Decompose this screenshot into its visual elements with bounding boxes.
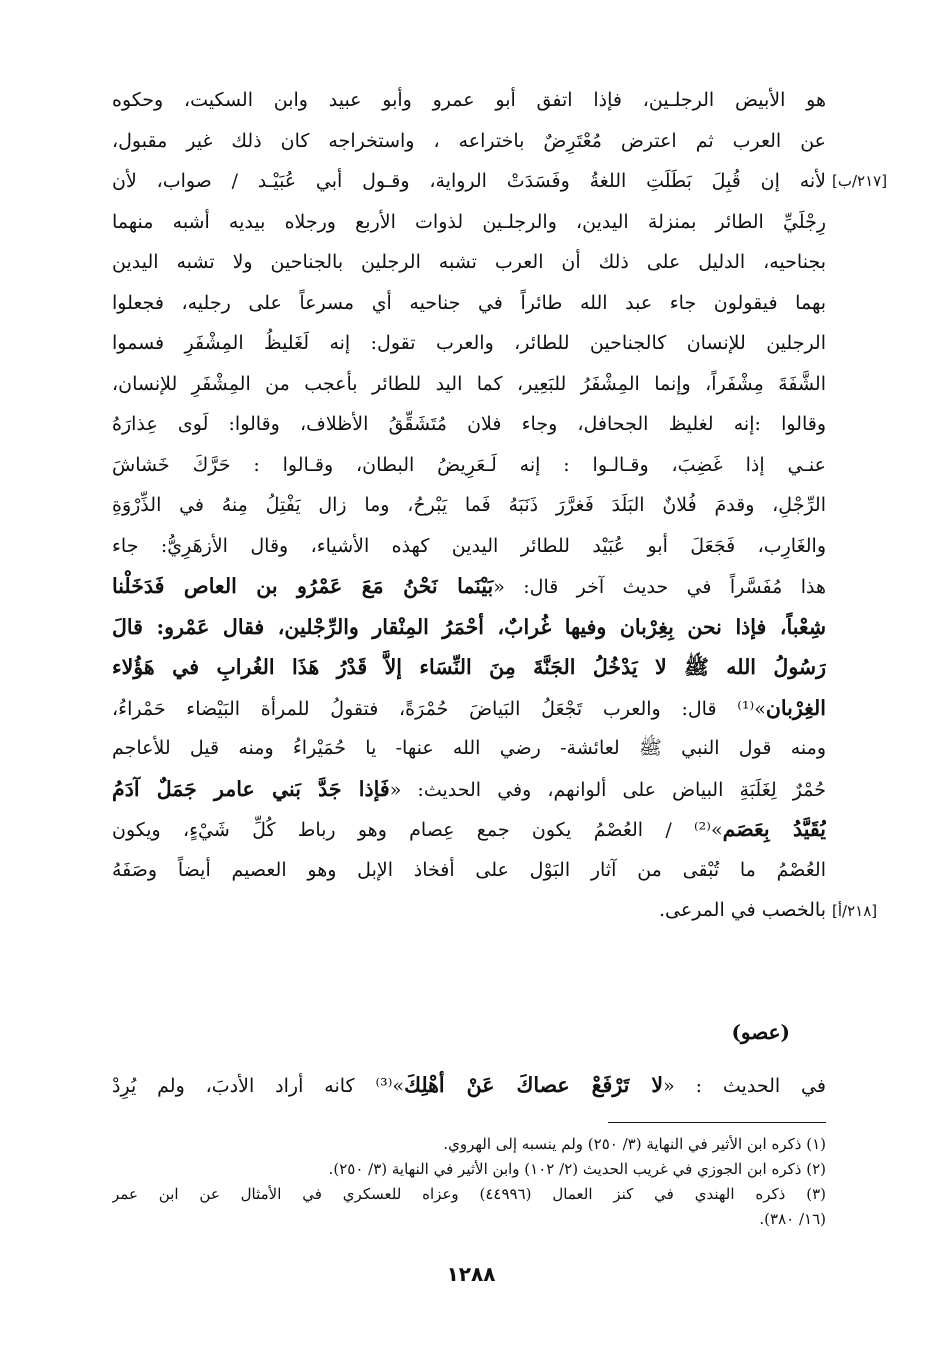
footnote-divider xyxy=(608,1122,826,1123)
text-line: بجناحيه، الدليل على ذلك أن العرب تشبه الرجلين بالجناحين ولا تشبه اليدين xyxy=(112,251,826,273)
hadith-text: يُقَيَّدُ بِعَصَم xyxy=(722,817,826,841)
text-line: هو الأبيض الرجلـين، فإذا اتفق أبو عمرو وأبو عبيد وابن السكيت، وحكوه xyxy=(112,89,826,111)
section-heading: (عصو) xyxy=(731,1020,790,1044)
hadith-text: فَإذا جَدَّ بَني عامر جَمَلٌ آدَمُ xyxy=(112,776,390,801)
hadith-intro: هذا مُفَسَّراً في حديث آخر قال: « xyxy=(493,576,826,598)
hadith-close: »⁽¹⁾ قال: والعرب تَجْعَلُ البَياضَ حُمْرَةً، فتقولُ للمرأة البَيْضاء حَمْراءُ، xyxy=(112,697,766,720)
text-line: لأنه إن قُبِلَ بَطَلَتِ اللغةُ وفَسَدَتْ الرواية، وقـول أبي عُبَيْـد / صواب، لأن xyxy=(112,170,826,192)
hadith-text: بَيْنَما نَحْنُ مَعَ عَمْرُو بن العاص فَدَخَلْنا xyxy=(112,574,494,598)
quote-line xyxy=(112,1064,826,1106)
body-text xyxy=(112,80,826,931)
text-line: عن العرب ثم اعترض مُعْتَرِضٌ باختراعه ، واستخراجه كان ذلك غير مقبول، xyxy=(112,129,826,152)
text-run: »⁽²⁾ / العُصْمُ يكون جمع عِصام وهو رباط كُلِّ شَيْءٍ، ويكون xyxy=(112,819,723,841)
text-line xyxy=(112,769,826,810)
text-line: والغَارِب، فَجَعَلَ أبو عُبَيْد للطائر اليدين كهذه الأشياء، وقال الأزهَرِيُّ: جاء xyxy=(112,534,826,557)
footnote: (١) ذكره ابن الأثير في النهاية (٣/ ٢٥٠) ولم ينسبه إلى الهروي. xyxy=(443,1135,826,1153)
text-line: الرجلين للإنسان كالجناحين للطائر، والعرب تقول: إنه لَغَليظُ المِشْفَرِ فسموا xyxy=(112,332,826,354)
text-line: العُصْمُ ما تُبْقى من آثار البَوْل على أفخاذ الإبل وهو العصيم أيضاً وصَفَهُ xyxy=(112,858,826,881)
text-run: حُمْرٌ لِغَلَبَةِ البياض على ألوانهم، وفي الحديث: « xyxy=(389,778,826,801)
text-line: عنـي إذا غَضِبَ، وقـالـوا : إنه لَـعَرِيضُ البطان، وقـالوا : حَرَّكَ خَشاشَ xyxy=(112,453,826,476)
page-number: ١٢٨٨ xyxy=(446,1262,496,1286)
text-line: الشَّفَةَ مِشْفَراً، وإنما المِشْفَرُ للبَعِير، كما اليد للطائر بأعجب من المِشْفَرِ للإنسان، xyxy=(112,372,826,395)
quote-suffix: »⁽³⁾ كانه أراد الأدبَ، ولم يُرِدْ xyxy=(112,1075,405,1097)
margin-folio-note: [٢١٨/أ] xyxy=(832,902,878,920)
footnote: (٣) ذكره الهندي في كنز العمال (٤٤٩٩٦) وعزاه للعسكري في الأمثال عن ابن عمر xyxy=(112,1185,826,1203)
quote-text: لا تَرْفَعْ عصاكَ عَنْ أهْلِكَ xyxy=(404,1073,664,1097)
footnote-continuation: (١٦/ ٣٨٠). xyxy=(759,1210,826,1228)
text-line: وقالوا :إنه لغليظ الجحافل، وجاء فلان مُتَشَقِّقُ الأظلاف، وقالوا: لَوى عِذارَهُ xyxy=(112,413,826,435)
hadith-line: شِعْباً، فإذا نحن بِغِرْبان وفيها غُرابٌ، أحْمَرُ المِنْقار والرِّجْلين، فقال عَمْرو: قالَ xyxy=(112,614,826,639)
footnote: (٢) ذكره ابن الجوزي في غريب الحديث (٢/ ١٠٢) وابن الأثير في النهاية (٣/ ٢٥٠). xyxy=(328,1160,826,1178)
quote-prefix: في الحديث : « xyxy=(663,1075,826,1097)
margin-folio-note: [٢١٧/ب] xyxy=(832,172,888,190)
text-line xyxy=(112,688,826,729)
hadith-text: الغِرْبان xyxy=(765,695,826,720)
text-line: بالخصب في المرعى. xyxy=(658,899,826,921)
footnotes xyxy=(112,1132,826,1232)
text-line xyxy=(112,809,826,850)
text-line: ومنه قول النبي ﷺ لعائشة- رضي الله عنها- يا حُمَيْراءُ ومنه قيل للأعاجم xyxy=(112,737,826,759)
text-line: الرِّجْلِ، وقدمَ فُلانٌ البَلَدَ فَغرَّرَ ذَنَبَهُ فَما يَبْرحُ، وما زال يَفْتِلُ مِنهُ في الذِّرْوَةِ xyxy=(112,494,826,516)
text-line: رِجْلَيِّ الطائر بمنزلة اليدين، والرجلـين لذوات الأربع ورجلاه بيديه أشبه منهما xyxy=(112,210,826,233)
text-line xyxy=(112,566,826,607)
hadith-line: رَسُولُ الله ﷺ لا يَدْخُلُ الجَنَّةَ مِنَ النِّسَاء إلاَّ قَدْرُ هَذَا الغُرابِ في هَؤُلاء xyxy=(112,655,826,679)
text-line: بهما فيقولون جاء عبد الله طائراً في جناحيه أي مسرعاً على رجليه، فجعلوا xyxy=(112,291,826,314)
